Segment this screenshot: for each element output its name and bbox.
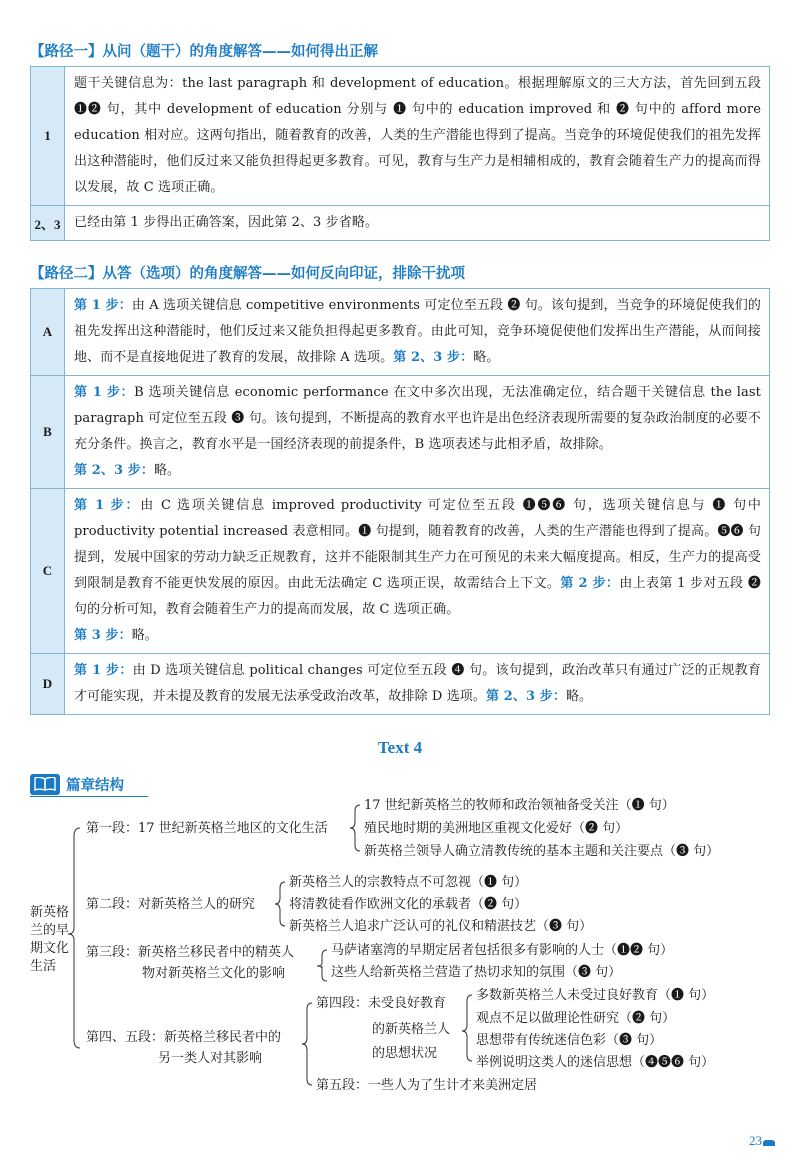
para2-item: 新英格兰人的宗教特点不可忽视（❶ 句） [289,875,528,890]
page-number: 23 [749,1133,762,1148]
row-text: 题干关键信息为：the last paragraph 和 development of education。根据理解原文的三大方法，首先回到五段 ❶❷ 句，其中 development of education 分别与 ❶ 句中的 education improved 和 ❷ 句中的 afford more education 相对应。这两句指出，随着教育的改善，人类的生产潜能也得到了提高。当竞争的环境促使我们的祖先发挥出这种潜能时，他们反过来又能负担得起更多教育。可见，教育与生产力是相辅相成的，教育会随着生产力的提高而得以发展，故 C 选项正确。 [65,67,770,206]
root-label: 新英格 兰的早 期文化 生活 [30,905,70,974]
para4-node-cont: 的新英格兰人 [372,1022,451,1037]
step-label: 第 2、3 步： [486,689,566,704]
row-text: 已经由第 1 步得出正确答案，因此第 2、3 步省略。 [65,206,770,241]
text4-heading: Text 4 [377,738,423,757]
para1-item: 新英格兰领导人确立清教传统的基本主题和关注要点（❸ 句） [364,844,720,859]
row-label: A [31,289,65,376]
step-label: 第 2 步： [560,576,620,591]
row-label: 2、3 [31,206,65,241]
step-label: 第 3 步： [74,628,132,643]
para1-item: 殖民地时期的美洲地区重视文化爱好（❷ 句） [364,821,629,836]
step-text: 略。 [153,463,181,478]
para1-node: 第一段：17 世纪新英格兰地区的文化生活 [86,821,328,836]
para1-item: 17 世纪新英格兰的牧师和政治领袖备受关注（❶ 句） [364,798,675,813]
para2-item: 将清教徒看作欧洲文化的承载者（❷ 句） [289,897,528,912]
para2-node: 第二段：对新英格兰人的研究 [86,897,256,912]
para2-item: 新英格兰人追求广泛认可的礼仪和精湛技艺（❸ 句） [289,919,593,934]
step-label: 第 2、3 步： [393,350,474,365]
para3-item: 马萨诸塞湾的早期定居者包括很多有影响的人士（❶❷ 句） [331,943,674,958]
para4-item: 观点不足以做理论性研究（❷ 句） [476,1011,676,1026]
step-label: 第 2、3 步： [74,463,154,478]
row-label: B [31,376,65,489]
row-label: D [31,654,65,715]
structure-title: 篇章结构 [66,777,124,794]
step-text: B 选项关键信息 economic performance 在文中多次出现，无法准确定位，结合题干关键信息 the last paragraph 可定位至五段 ❸ 句。该句提到，不断提高的教育水平也许是出色经济表现所需要的复杂政治制度的必要不充分条件。换言之，教育水平是一国经济表现的前提条件，B 选项表述与此相矛盾，故排除。 [74,385,761,452]
step-text: 略。 [473,350,500,365]
page-tab-icon [763,1140,775,1146]
step-text: 略。 [565,689,593,704]
para4-item: 举例说明这类人的迷信思想（❹❺❻ 句） [476,1055,715,1070]
row-label: C [31,489,65,654]
path2-title: 【路径二】从答（选项）的角度解答——如何反向印证，排除干扰项 [30,266,465,282]
step-text: 略。 [131,628,158,643]
para3-node-cont: 物对新英格兰文化的影响 [142,966,286,981]
step-label: 第 1 步： [74,298,132,313]
para4-node: 第四段：未受良好教育 [316,996,447,1011]
path1-title: 【路径一】从问（题干）的角度解答——如何得出正解 [30,44,378,60]
para5-node: 第五段：一些人为了生计才来美洲定居 [316,1078,538,1093]
step-label: 第 1 步： [74,663,133,678]
para45-node-cont: 另一类人对其影响 [158,1051,263,1066]
para3-item: 这些人给新英格兰营造了热切求知的氛围（❸ 句） [331,965,622,980]
step-label: 第 1 步： [74,498,141,513]
step-label: 第 1 步： [74,385,135,400]
step-text: 由 A 选项关键信息 competitive environments 可定位至五段 ❷ 句。该句提到，当竞争的环境促使我们的祖先发挥出这种潜能时，他们反过来又能负担得起更多教育。由此可知，竞争环境促使他们发挥出生产潜能，从而间接地、而不是直接地促进了教育的发展，故排除 A 选项。 [74,298,762,365]
step-text: 由上表第 1 步对五段 ❷ 句的分析可知，教育会随着生产力的提高而发展，故 C 选项正确。 [74,576,761,617]
para45-node: 第四、五段：新英格兰移民者中的 [86,1030,282,1045]
para4-node-cont: 的思想状况 [372,1046,438,1061]
para4-item: 多数新英格兰人未受过良好教育（❶ 句） [476,988,715,1003]
para4-item: 思想带有传统迷信色彩（❸ 句） [476,1033,663,1048]
row-label: 1 [31,67,65,206]
para3-node: 第三段：新英格兰移民者中的精英人 [86,945,295,960]
step-text: 由 C 选项关键信息 improved productivity 可定位至五段 ❶❺❻ 句，选项关键信息与 ❶ 句中 productivity potential increased 表意相同。❶ 句提到，随着教育的改善，人类的生产潜能也得到了提高。❺❻ 句提到，发展中国家的劳动力缺乏正规教育，这并不能限制其生产力在可预见的未来大幅度提高。相反，生产力的提高受到限制是教育不能更快发展的原因。由此无法确定 C 选项正误，故需结合上下文。 [74,498,761,591]
step-text: 由 D 选项关键信息 political changes 可定位至五段 ❹ 句。该句提到，政治改革只有通过广泛的正规教育才可能实现，并未提及教育的发展无法承受政治改革，故排除 D 选项。 [74,663,761,704]
